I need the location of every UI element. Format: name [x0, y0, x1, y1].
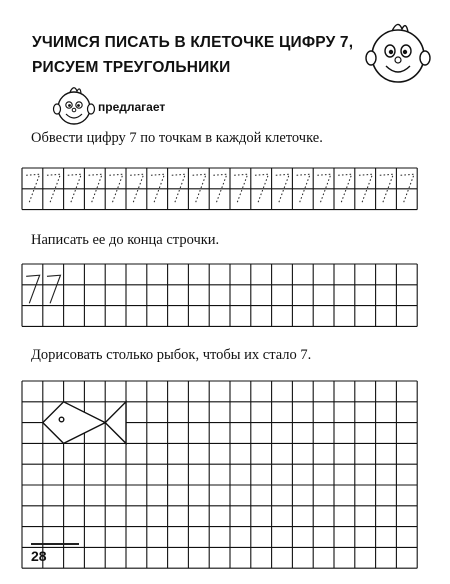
fish-body [43, 402, 105, 444]
fish-eye [59, 417, 64, 422]
instruction-3: Дорисовать столько рыбок, чтобы их стало 7. [31, 347, 312, 363]
fish-tail [105, 402, 126, 444]
grid-lines [22, 381, 417, 568]
title-line-2: РИСУЕМ ТРЕУГОЛЬНИКИ [32, 59, 231, 76]
instruction-2: Написать ее до конца строчки. [31, 232, 220, 248]
title-line-1: УЧИМСЯ ПИСАТЬ В КЛЕТОЧКЕ ЦИФРУ 7, [32, 34, 354, 51]
page-number: 28 [31, 548, 47, 564]
page-number-rule [31, 543, 79, 545]
instruction-1: Обвести цифру 7 по точкам в каждой клеточке. [31, 130, 323, 146]
suggests-label: предлагает [98, 100, 166, 114]
